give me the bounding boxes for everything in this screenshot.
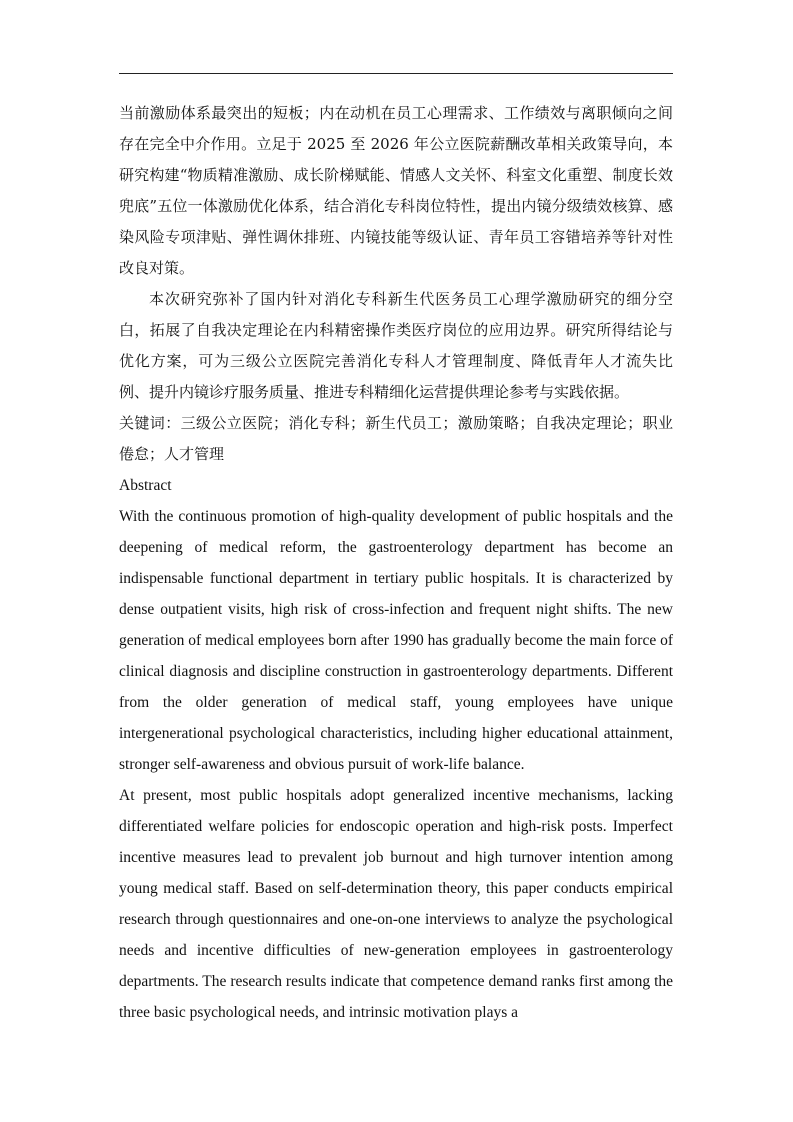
header-rule <box>119 73 673 74</box>
cn-paragraph-1: 当前激励体系最突出的短板；内在动机在员工心理需求、工作绩效与离职倾向之间存在完全中介作用。立足于 2025 至 2026 年公立医院薪酬改革相关政策导向，本研究构建“物质精准激励、成长阶梯赋能、情感人文关怀、科室文化重塑、制度长效兜底”五位一体激励优化体系，结合消化专科岗位特性，提出内镜分级绩效核算、感染风险专项津贴、弹性调休排班、内镜技能等级认证、青年员工容错培养等针对性改良对策。 <box>119 104 673 277</box>
abstract-heading: Abstract <box>119 477 172 494</box>
keywords-line: 关键词：三级公立医院；消化专科；新生代员工；激励策略；自我决定理论；职业倦怠；人才管理 <box>119 414 673 463</box>
cn-paragraph-2: 本次研究弥补了国内针对消化专科新生代医务员工心理学激励研究的细分空白，拓展了自我决定理论在内科精密操作类医疗岗位的应用边界。研究所得结论与优化方案，可为三级公立医院完善消化专科人才管理制度、降低青年人才流失比例、提升内镜诊疗服务质量、推进专科精细化运营提供理论参考与实践依据。 <box>119 290 673 401</box>
page-content <box>119 98 673 1028</box>
en-paragraph-1: With the continuous promotion of high-quality development of public hospitals and the deepening of medical reform, the gastroenterology department has become an indispensable functional department in tertiary public hospitals. It is characterized by dense outpatient visits, high risk of cross-infection and frequent night shifts. The new generation of medical employees born after 1990 has gradually become the main force of clinical diagnosis and discipline construction in gastroenterology departments. Different from the older generation of medical staff, young employees have unique intergenerational psychological characteristics, including higher educational attainment, stronger self-awareness and obvious pursuit of work-life balance. <box>119 508 673 773</box>
en-paragraph-2: At present, most public hospitals adopt generalized incentive mechanisms, lacking differentiated welfare policies for endoscopic operation and high-risk posts. Imperfect incentive measures lead to prevalent job burnout and high turnover intention among young medical staff. Based on self-determination theory, this paper conducts empirical research through questionnaires and one-on-one interviews to analyze the psychological needs and incentive difficulties of new-generation employees in gastroenterology departments. The research results indicate that competence demand ranks first among the three basic psychological needs, and intrinsic motivation plays a <box>119 787 673 1021</box>
